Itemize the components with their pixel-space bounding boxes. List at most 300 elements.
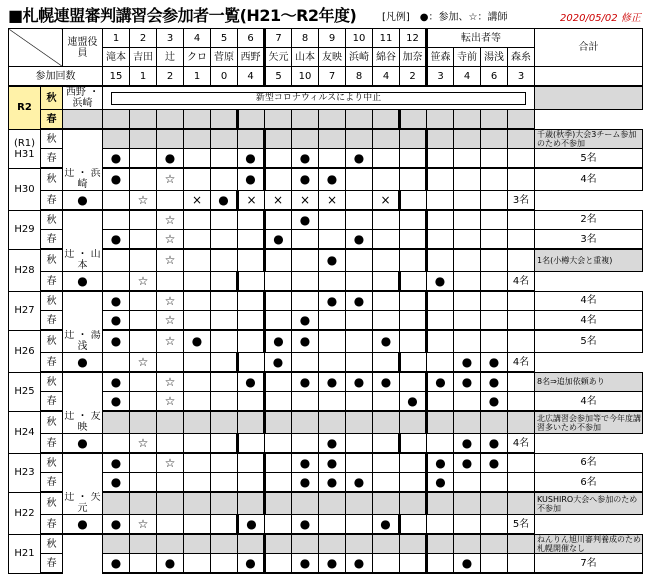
- mark-cell: ●: [427, 453, 454, 473]
- mark-cell: ☆: [157, 168, 184, 191]
- mark-cell: [292, 411, 319, 434]
- season-row: [9, 86, 643, 110]
- mark-cell: [211, 411, 238, 434]
- member-number: 1: [103, 29, 130, 48]
- total-cell: 3名: [508, 191, 535, 211]
- season-cell: 秋: [41, 168, 63, 191]
- officer-cell: 辻 ・ 友映: [64, 411, 101, 433]
- mark-cell: ●: [211, 191, 238, 211]
- mark-cell: [508, 291, 535, 311]
- mark-cell: [157, 129, 184, 149]
- mark-cell: [103, 434, 130, 454]
- mark-cell: [508, 392, 535, 412]
- season-cell: 春: [41, 554, 63, 574]
- mark-cell: ●: [292, 372, 319, 392]
- mark-cell: [346, 434, 373, 454]
- mark-cell: [346, 353, 373, 373]
- mark-cell: ☆: [157, 210, 184, 230]
- page-header: [0, 0, 654, 26]
- member-name: 加奈: [400, 48, 427, 67]
- mark-cell: ●: [346, 554, 373, 574]
- member-count: 1: [184, 67, 211, 87]
- member-number: 11: [373, 29, 400, 48]
- mark-cell: [454, 291, 481, 311]
- mark-cell: [184, 534, 211, 554]
- count-label: 参加回数: [9, 67, 103, 87]
- mark-cell: [130, 149, 157, 169]
- mark-cell: [427, 492, 454, 515]
- mark-cell: [400, 534, 427, 554]
- mark-cell: [319, 149, 346, 169]
- mark-cell: [238, 353, 265, 373]
- mark-cell: [427, 149, 454, 169]
- mark-cell: [103, 129, 130, 149]
- mark-cell: [292, 434, 319, 454]
- mark-cell: ●: [63, 272, 103, 292]
- total-cell: 7名: [535, 554, 643, 574]
- mark-cell: [238, 492, 265, 515]
- mark-cell: ●: [400, 392, 427, 412]
- mark-cell: [400, 291, 427, 311]
- mark-cell: [400, 492, 427, 515]
- mark-cell: [265, 411, 292, 434]
- mark-cell: [184, 411, 211, 434]
- corona-cell: [103, 86, 535, 110]
- mark-cell: [130, 249, 157, 272]
- mark-cell: [427, 129, 454, 149]
- mark-cell: ●: [454, 554, 481, 574]
- year-cell: H26: [9, 330, 41, 372]
- year-cell: H29: [9, 210, 41, 249]
- year-cell: (R1) H31: [9, 129, 41, 168]
- member-number: 7: [265, 29, 292, 48]
- mark-cell: [130, 392, 157, 412]
- mark-cell: [454, 392, 481, 412]
- total-cell: ねんりん旭川審判養成のため札幌開催なし: [535, 534, 643, 554]
- mark-cell: [373, 129, 400, 149]
- member-count: 4: [373, 67, 400, 87]
- mark-cell: [157, 492, 184, 515]
- total-cell: 6名: [535, 473, 643, 493]
- mark-cell: [130, 129, 157, 149]
- mark-cell: ●: [184, 330, 211, 353]
- mark-cell: ●: [427, 272, 454, 292]
- mark-cell: [157, 515, 184, 535]
- outside-count: 6: [481, 67, 508, 87]
- mark-cell: ☆: [157, 453, 184, 473]
- mark-cell: [508, 330, 535, 353]
- mark-cell: [400, 110, 427, 130]
- mark-cell: [130, 372, 157, 392]
- total-cell: 1名(小樽大会と重複): [535, 249, 643, 272]
- season-cell: 春: [41, 392, 63, 412]
- officer-cell: [63, 311, 103, 331]
- mark-cell: [211, 311, 238, 331]
- season-cell: 春: [41, 191, 63, 211]
- mark-cell: [265, 534, 292, 554]
- mark-cell: ●: [292, 311, 319, 331]
- season-row: [9, 372, 643, 392]
- mark-cell: ●: [292, 330, 319, 353]
- mark-cell: [211, 353, 238, 373]
- mark-cell: [157, 411, 184, 434]
- officer-cell: 辻 ・ 浜崎: [64, 168, 101, 190]
- mark-cell: ●: [319, 434, 346, 454]
- mark-cell: ●: [319, 372, 346, 392]
- mark-cell: [238, 272, 265, 292]
- mark-cell: [373, 272, 400, 292]
- mark-cell: ×: [319, 191, 346, 211]
- mark-cell: [238, 129, 265, 149]
- mark-cell: [481, 554, 508, 574]
- total-cell: 4名: [535, 311, 643, 331]
- mark-cell: ☆: [130, 272, 157, 292]
- member-number: 2: [130, 29, 157, 48]
- mark-cell: [319, 210, 346, 230]
- mark-cell: [211, 554, 238, 574]
- count-row: [9, 67, 643, 87]
- mark-cell: [211, 434, 238, 454]
- season-cell: 春: [41, 311, 63, 331]
- mark-cell: [481, 411, 508, 434]
- mark-cell: ●: [238, 372, 265, 392]
- mark-cell: [292, 249, 319, 272]
- total-cell: 5名: [535, 330, 643, 353]
- year-cell: H24: [9, 411, 41, 453]
- mark-cell: ●: [319, 249, 346, 272]
- mark-cell: [265, 291, 292, 311]
- mark-cell: ●: [238, 554, 265, 574]
- mark-cell: [292, 110, 319, 130]
- total-cell: KUSHIRO大会へ参加のため不参加: [535, 492, 643, 515]
- mark-cell: [427, 249, 454, 272]
- mark-cell: [373, 554, 400, 574]
- mark-cell: [481, 110, 508, 130]
- total-cell: [508, 110, 535, 130]
- mark-cell: [184, 311, 211, 331]
- mark-cell: [184, 353, 211, 373]
- mark-cell: [211, 110, 238, 130]
- member-count: 8: [346, 67, 373, 87]
- mark-cell: ●: [103, 230, 130, 250]
- mark-cell: [481, 534, 508, 554]
- mark-cell: [400, 473, 427, 493]
- season-row: [9, 191, 643, 211]
- mark-cell: [211, 515, 238, 535]
- mark-cell: [508, 149, 535, 169]
- season-row: [9, 330, 643, 353]
- member-name: 矢元: [265, 48, 292, 67]
- season-row: [9, 492, 643, 515]
- mark-cell: ●: [292, 149, 319, 169]
- mark-cell: ●: [265, 330, 292, 353]
- total-cell: 6名: [535, 453, 643, 473]
- mark-cell: [427, 411, 454, 434]
- total-cell: 北広講習会参加等で今年度講習多いため不参加: [535, 411, 643, 434]
- mark-cell: [130, 330, 157, 353]
- total-cell: 2名: [535, 210, 643, 230]
- mark-cell: ●: [238, 168, 265, 191]
- mark-cell: ●: [265, 230, 292, 250]
- mark-cell: [265, 110, 292, 130]
- mark-cell: [346, 168, 373, 191]
- mark-cell: ☆: [130, 515, 157, 535]
- mark-cell: [427, 515, 454, 535]
- member-name: クロ: [184, 48, 211, 67]
- year-cell: H30: [9, 168, 41, 210]
- mark-cell: [400, 411, 427, 434]
- mark-cell: [346, 453, 373, 473]
- total-cell: 5名: [508, 515, 535, 535]
- season-row: [9, 534, 643, 554]
- mark-cell: [103, 249, 130, 272]
- mark-cell: [400, 554, 427, 574]
- member-name: 西野: [238, 48, 265, 67]
- mark-cell: [454, 272, 481, 292]
- mark-cell: [481, 210, 508, 230]
- officer-cell: 辻 ・ 湯浅: [64, 330, 101, 352]
- mark-cell: [427, 168, 454, 191]
- mark-cell: ☆: [157, 230, 184, 250]
- mark-cell: [184, 372, 211, 392]
- mark-cell: [373, 230, 400, 250]
- mark-cell: [481, 272, 508, 292]
- mark-cell: [400, 191, 427, 211]
- member-number: 5: [211, 29, 238, 48]
- mark-cell: [508, 411, 535, 434]
- season-row: [9, 311, 643, 331]
- mark-cell: [373, 434, 400, 454]
- mark-cell: [400, 168, 427, 191]
- officer-cell: 辻 ・ 山本: [64, 249, 101, 271]
- season-cell: 春: [41, 272, 63, 292]
- mark-cell: [184, 149, 211, 169]
- mark-cell: [427, 434, 454, 454]
- member-name: 菅原: [211, 48, 238, 67]
- officer-cell: [63, 291, 103, 311]
- mark-cell: [454, 515, 481, 535]
- outside-count: 4: [454, 67, 481, 87]
- mark-cell: [211, 473, 238, 493]
- attendance-table: [8, 28, 643, 574]
- mark-cell: [265, 311, 292, 331]
- member-number: 8: [292, 29, 319, 48]
- mark-cell: [454, 534, 481, 554]
- mark-cell: [211, 372, 238, 392]
- season-row: [9, 392, 643, 412]
- mark-cell: ●: [427, 473, 454, 493]
- mark-cell: [400, 372, 427, 392]
- revised-date: 2020/05/02 修正: [560, 13, 641, 24]
- mark-cell: [454, 473, 481, 493]
- mark-cell: [319, 272, 346, 292]
- mark-cell: ●: [103, 168, 130, 191]
- mark-cell: [400, 249, 427, 272]
- officer-cell: [63, 534, 103, 554]
- mark-cell: [400, 230, 427, 250]
- mark-cell: [265, 272, 292, 292]
- season-row: [9, 168, 643, 191]
- mark-cell: [265, 392, 292, 412]
- mark-cell: ●: [292, 453, 319, 473]
- mark-cell: [346, 392, 373, 412]
- season-row: [9, 353, 643, 373]
- total-count: [535, 67, 643, 87]
- mark-cell: [319, 411, 346, 434]
- mark-cell: [211, 330, 238, 353]
- mark-cell: [427, 291, 454, 311]
- mark-cell: ●: [373, 515, 400, 535]
- total-cell: 4名: [535, 168, 643, 191]
- mark-cell: ☆: [130, 191, 157, 211]
- mark-cell: ●: [103, 473, 130, 493]
- member-number: 4: [184, 29, 211, 48]
- mark-cell: ●: [319, 291, 346, 311]
- member-count: 4: [238, 67, 265, 87]
- mark-cell: [481, 249, 508, 272]
- mark-cell: ●: [427, 372, 454, 392]
- mark-cell: [157, 434, 184, 454]
- season-row: [9, 110, 643, 130]
- mark-cell: [454, 311, 481, 331]
- outside-name: 寺前: [454, 48, 481, 67]
- mark-cell: [211, 453, 238, 473]
- mark-cell: [373, 392, 400, 412]
- officer-header: 連盟役員: [63, 29, 103, 67]
- member-number: 9: [319, 29, 346, 48]
- mark-cell: [373, 353, 400, 373]
- mark-cell: [427, 311, 454, 331]
- season-cell: 春: [41, 230, 63, 250]
- mark-cell: [373, 291, 400, 311]
- mark-cell: [373, 168, 400, 191]
- mark-cell: [184, 515, 211, 535]
- mark-cell: [508, 168, 535, 191]
- outside-count: 3: [427, 67, 454, 87]
- mark-cell: ●: [373, 372, 400, 392]
- mark-cell: [130, 473, 157, 493]
- mark-cell: [292, 392, 319, 412]
- year-cell: H28: [9, 249, 41, 291]
- mark-cell: [103, 191, 130, 211]
- mark-cell: [346, 515, 373, 535]
- officer-cell: [63, 453, 103, 473]
- mark-cell: [184, 272, 211, 292]
- mark-cell: [103, 492, 130, 515]
- mark-cell: ●: [346, 230, 373, 250]
- mark-cell: [238, 110, 265, 130]
- mark-cell: ☆: [157, 392, 184, 412]
- season-cell: 春: [41, 515, 63, 535]
- mark-cell: ●: [454, 453, 481, 473]
- mark-cell: [211, 272, 238, 292]
- officer-cell: 西野 ・ 浜崎: [63, 86, 103, 110]
- mark-cell: [454, 129, 481, 149]
- total-cell: 4名: [508, 434, 535, 454]
- mark-cell: [265, 168, 292, 191]
- mark-cell: [292, 129, 319, 149]
- mark-cell: [346, 272, 373, 292]
- mark-cell: [400, 129, 427, 149]
- mark-cell: [238, 249, 265, 272]
- mark-cell: [130, 411, 157, 434]
- mark-cell: [427, 210, 454, 230]
- year-cell: H27: [9, 291, 41, 330]
- mark-cell: [508, 453, 535, 473]
- mark-cell: [184, 453, 211, 473]
- mark-cell: ●: [346, 372, 373, 392]
- mark-cell: [346, 330, 373, 353]
- season-cell: 秋: [41, 249, 63, 272]
- mark-cell: ×: [292, 191, 319, 211]
- mark-cell: ●: [103, 453, 130, 473]
- member-count: 0: [211, 67, 238, 87]
- total-cell: [535, 86, 643, 110]
- season-row: [9, 272, 643, 292]
- mark-cell: [184, 291, 211, 311]
- mark-cell: [130, 230, 157, 250]
- mark-cell: [427, 230, 454, 250]
- mark-cell: [292, 230, 319, 250]
- mark-cell: [238, 453, 265, 473]
- mark-cell: [184, 230, 211, 250]
- mark-cell: ☆: [157, 291, 184, 311]
- mark-cell: ●: [103, 515, 130, 535]
- total-cell: 4名: [535, 291, 643, 311]
- mark-cell: [373, 534, 400, 554]
- season-row: [9, 129, 643, 149]
- season-row: [9, 210, 643, 230]
- season-cell: 秋: [41, 372, 63, 392]
- mark-cell: [346, 492, 373, 515]
- officer-cell: [63, 149, 103, 169]
- mark-cell: [481, 230, 508, 250]
- mark-cell: ●: [346, 149, 373, 169]
- mark-cell: [481, 311, 508, 331]
- mark-cell: [130, 453, 157, 473]
- total-cell: 3名: [535, 230, 643, 250]
- officer-cell: [63, 372, 103, 392]
- mark-cell: [184, 392, 211, 412]
- mark-cell: [130, 210, 157, 230]
- mark-cell: [400, 434, 427, 454]
- mark-cell: [292, 353, 319, 373]
- officer-cell: [63, 473, 103, 493]
- mark-cell: [454, 168, 481, 191]
- member-name: 綿谷: [373, 48, 400, 67]
- season-cell: 春: [41, 110, 63, 130]
- mark-cell: ●: [346, 473, 373, 493]
- mark-cell: [265, 554, 292, 574]
- year-cell: H25: [9, 372, 41, 411]
- mark-cell: [508, 554, 535, 574]
- mark-cell: [346, 129, 373, 149]
- mark-cell: [130, 554, 157, 574]
- mark-cell: ●: [103, 372, 130, 392]
- mark-cell: [319, 534, 346, 554]
- mark-cell: [211, 291, 238, 311]
- mark-cell: ●: [346, 291, 373, 311]
- season-cell: 秋: [41, 411, 63, 434]
- mark-cell: [211, 168, 238, 191]
- mark-cell: [292, 492, 319, 515]
- mark-cell: [103, 272, 130, 292]
- mark-cell: [157, 473, 184, 493]
- mark-cell: [238, 291, 265, 311]
- member-number: 10: [346, 29, 373, 48]
- mark-cell: [481, 191, 508, 211]
- mark-cell: [373, 492, 400, 515]
